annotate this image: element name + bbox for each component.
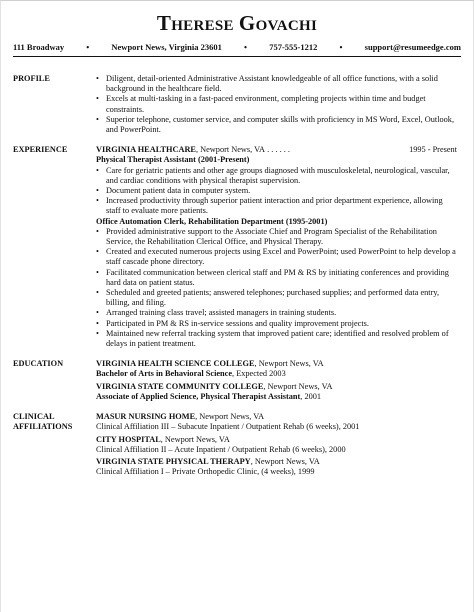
name-first-initial: T xyxy=(156,11,172,35)
contact-city: Newport News, Virginia 23601 xyxy=(111,42,222,52)
list-item: • Facilitated communication between clerical staff and PM & RS by initiating conferences and providing hard data on patient status. xyxy=(96,268,457,288)
education-section xyxy=(13,359,457,404)
education-entry xyxy=(96,359,457,379)
experience-section xyxy=(13,145,457,349)
list-item: • Arranged training class travel; assisted managers in training students. xyxy=(96,308,457,318)
degree-name: Bachelor of Arts in Behavioral Science xyxy=(96,369,233,379)
school-name: VIRGINIA STATE COMMUNITY COLLEGE xyxy=(96,381,264,391)
list-item: • Document patient data in computer system. xyxy=(96,186,457,196)
site-location: , Newport News, VA xyxy=(195,412,265,422)
section-label-line: CLINICAL xyxy=(13,412,55,422)
header-divider xyxy=(13,56,461,57)
list-item: • Care for geriatric patients and other age groups diagnosed with musculoskeletal, neurological, vascular, and cardiac conditions with physical therapist supervision. xyxy=(96,166,457,186)
contact-separator: • xyxy=(244,42,248,52)
contact-separator: • xyxy=(86,42,90,52)
job-title: Office Automation Clerk, Rehabilitation Department (1995-2001) xyxy=(96,216,328,226)
list-item: • Participated in PM & RS in-service sessions and quality improvement projects. xyxy=(96,319,457,329)
degree-name: Associate of Applied Science, Physical Therapist Assistant xyxy=(96,391,301,401)
list-item: • Diligent, detail-oriented Administrative Assistant knowledgeable of all office functions, with a solid background in the healthcare field. xyxy=(96,74,457,94)
list-item: • Scheduled and greeted patients; answered telephones; purchased supplies; and performed data entry, billing, and filing. xyxy=(96,288,457,308)
site-location: , Newport News, VA xyxy=(250,456,320,466)
clinical-section xyxy=(13,412,457,479)
site-detail: Clinical Affiliation II – Acute Inpatient / Outpatient Rehab (6 weeks), 2000 xyxy=(96,444,346,454)
section-label-experience: EXPERIENCE xyxy=(13,145,68,155)
employer-name: VIRGINIA HEALTHCARE xyxy=(96,145,196,155)
degree-detail: , Expected 2003 xyxy=(232,369,286,379)
list-item: • Created and executed numerous projects using Excel and PowerPoint; used PowerPoint to help develop a staff cascade phone directory. xyxy=(96,247,457,267)
school-location: , Newport News, VA xyxy=(263,381,333,391)
contact-line xyxy=(13,42,461,53)
clinical-entry xyxy=(96,435,457,455)
job-duties-list xyxy=(96,227,457,349)
dot-leader: . . . . . . xyxy=(267,145,290,155)
degree-detail: , 2001 xyxy=(300,391,322,401)
site-detail: Clinical Affiliation III – Subacute Inpatient / Outpatient Rehab (6 weeks), 2001 xyxy=(96,422,360,432)
list-item: • Excels at multi-tasking in a fast-paced environment, completing projects within time and budget constraints. xyxy=(96,94,457,114)
job-title: Physical Therapist Assistant (2001-Present) xyxy=(96,155,250,165)
contact-phone: 757-555-1212 xyxy=(269,42,318,52)
school-location: , Newport News, VA xyxy=(254,359,324,369)
site-name: CITY HOSPITAL xyxy=(96,434,161,444)
name-first-rest: HERESE xyxy=(171,18,234,34)
job-duties-list xyxy=(96,166,457,217)
contact-address: 111 Broadway xyxy=(13,42,65,52)
education-entry xyxy=(96,382,457,402)
section-label-profile: PROFILE xyxy=(13,74,50,83)
resume-name xyxy=(9,11,465,35)
site-detail: Clinical Affiliation I – Private Orthopedic Clinic, (4 weeks), 1999 xyxy=(96,467,315,477)
job-heading xyxy=(96,145,457,155)
profile-list xyxy=(96,74,457,135)
site-name: MASUR NURSING HOME xyxy=(96,412,196,422)
clinical-entry xyxy=(96,412,457,432)
section-label-education: EDUCATION xyxy=(13,359,64,369)
contact-separator: • xyxy=(339,42,343,52)
list-item: • Superior telephone, customer service, and computer skills with proficiency in MS Word, Excel, Outlook, and PowerPoint. xyxy=(96,115,457,135)
list-item: • Maintained new referral tracking system that improved patient care; identified and resolved problem of delays in patient treatment. xyxy=(96,329,457,349)
section-label-clinical xyxy=(13,412,96,479)
employer-location: , Newport News, VA xyxy=(195,145,266,155)
clinical-entry xyxy=(96,457,457,477)
name-last-rest: OVACHI xyxy=(255,18,318,34)
section-label-line: AFFILIATIONS xyxy=(13,422,73,432)
name-last-initial: G xyxy=(238,11,256,35)
job-dates: 1995 - Present xyxy=(409,145,457,155)
profile-section xyxy=(13,74,457,135)
contact-email[interactable]: support@resumeedge.com xyxy=(364,42,461,52)
site-name: VIRGINIA STATE PHYSICAL THERAPY xyxy=(96,456,251,466)
list-item: • Increased productivity through superior patient interaction and prior department experience, allowing staff to evaluate more patients. xyxy=(96,196,457,216)
list-item: • Provided administrative support to the Associate Chief and Program Specialist of the Rehabilitation Service, the Rehabilitation Clerical Office, and Physical Therapy. xyxy=(96,227,457,247)
school-name: VIRGINIA HEALTH SCIENCE COLLEGE xyxy=(96,359,255,369)
site-location: , Newport News, VA xyxy=(160,434,230,444)
